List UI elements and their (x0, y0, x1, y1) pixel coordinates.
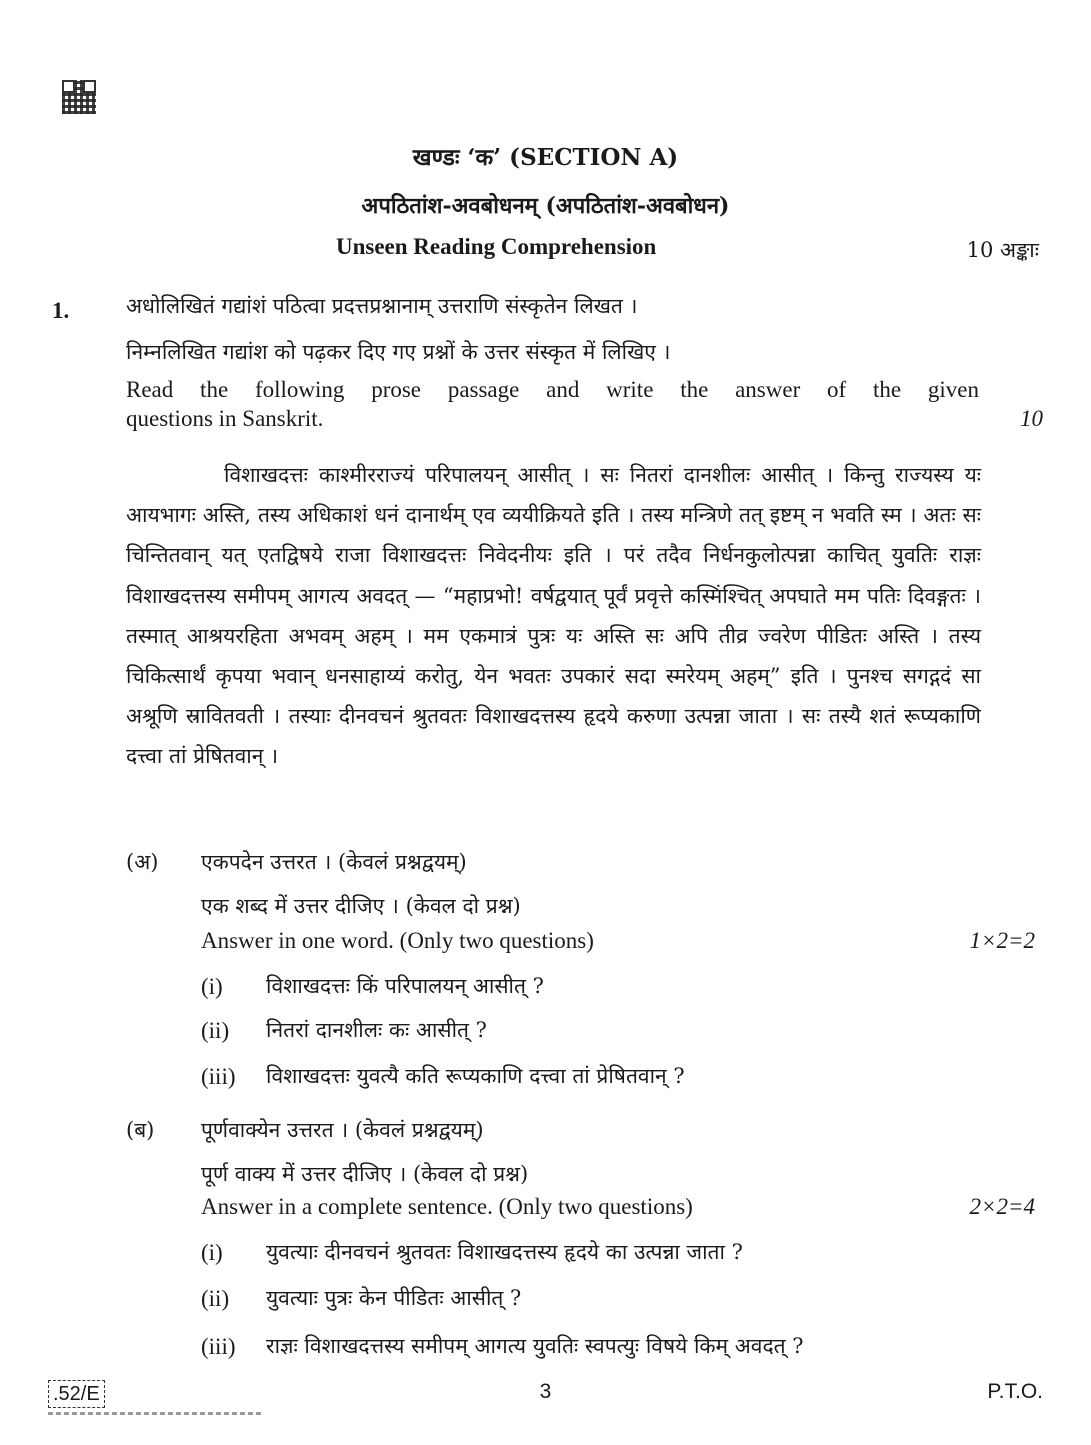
instruction-sanskrit: अधोलिखितं गद्यांशं पठित्वा प्रदत्तप्रश्नानाम् उत्तराणि संस्कृतेन लिखत । (126, 294, 638, 318)
instruction-english-2: questions in Sanskrit. (126, 406, 324, 431)
part-a-marks: 1×2=2 (969, 928, 1035, 953)
part-b-item-num: (iii) (201, 1334, 236, 1359)
part-a-instruction-sanskrit: एकपदेन उत्तरत । (केवलं प्रश्नद्वयम्) (201, 850, 467, 874)
section-subtitle: अपठितांश-अवबोधनम् (अपठितांश-अवबोधन) (361, 193, 730, 219)
section-marks: 10 अङ्काः (966, 238, 1039, 262)
passage: विशाखदत्तः काश्मीरराज्यं परिपालयन् आसीत् । सः नितरां दानशीलः आसीत् । किन्तु राज्यस्य यः आयभागः अस्ति, तस्य अधिकाशं धनं दानार्थम् एव व्ययीक्रियते इति । तस्य मन्त्रिणे तत् इष्टम् न भवति स्म । अतः सः चिन्तितवान् यत् एतद्विषये राजा विशाखदत्तः निवेदनीयः इति । परं तदैव निर्धनकुलोत्पन्ना काचित् युवतिः राज्ञः विशाखदत्तस्य समीपम् आगत्य अवदत् — “महाप्रभो! वर्षद्वयात् पूर्वं प्रवृत्ते कस्मिंश्चित् अपघाते मम पतिः दिवङ्गतः । तस्मात् आश्रयरहिता अभवम् अहम् । मम एकमात्रं पुत्रः यः अस्ति सः अपि तीव्र ज्वरेण पीडितः अस्ति । तस्य चिकित्सार्थं कृपया भवान् धनसाहाय्यं करोतु, येन भवतः उपकारं सदा स्मरेयम् अहम्” इति । पुनश्च सगद्गदं सा अश्रूणि स्रावितवती । तस्याः दीनवचनं श्रुतवतः विशाखदत्तस्य हृदये करुणा उत्पन्ना जाता । सः तस्यै शतं रूप्यकाणि दत्त्वा तां प्रेषितवान् । (126, 463, 981, 769)
question-number: 1. (52, 298, 70, 323)
part-b-item-num: (i) (201, 1240, 223, 1265)
microtext-line (48, 1412, 263, 1415)
part-b-item-text: राज्ञः विशाखदत्तस्य समीपम् आगत्य युवतिः स्वपत्युः विषये किम् अवदत् ? (266, 1334, 804, 1358)
section-english-title: Unseen Reading Comprehension (336, 234, 657, 259)
part-b-instruction-sanskrit: पूर्णवाक्येन उत्तरत । (केवलं प्रश्नद्वयम्) (201, 1118, 484, 1142)
part-a-item-text: विशाखदत्तः किं परिपालयन् आसीत् ? (266, 974, 544, 998)
question-marks: 10 (1020, 406, 1043, 431)
part-b-item-text: युवत्याः दीनवचनं श्रुतवतः विशाखदत्तस्य हृदये का उत्पन्ना जाता ? (266, 1240, 743, 1264)
qr-code-icon (62, 80, 96, 114)
instruction-english-1: Read the following prose passage and write the answer of the given (126, 377, 979, 402)
section-title: खण्डः ‘क’ (SECTION A) (412, 144, 679, 171)
instruction-hindi: निम्नलिखित गद्यांश को पढ़कर दिए गए प्रश्नों के उत्तर संस्कृत में लिखिए । (126, 340, 671, 364)
part-a-item-num: (iii) (201, 1064, 236, 1089)
part-a-item-num: (i) (201, 974, 223, 999)
page-number: 3 (539, 1380, 552, 1403)
part-a-item-text: नितरां दानशीलः कः आसीत् ? (266, 1018, 487, 1042)
part-b-item-text: युवत्याः पुत्रः केन पीडितः आसीत् ? (266, 1286, 522, 1310)
part-b-instruction-hindi: पूर्ण वाक्य में उत्तर दीजिए । (केवल दो प्रश्न) (201, 1162, 529, 1186)
part-a-instruction-hindi: एक शब्द में उत्तर दीजिए । (केवल दो प्रश्न) (201, 894, 521, 918)
part-b-marks: 2×2=4 (969, 1194, 1035, 1219)
paper-code: .52/E (48, 1380, 105, 1408)
part-b-label: (ब) (126, 1118, 155, 1142)
pto-label: P.T.O. (987, 1380, 1043, 1403)
part-a-item-num: (ii) (201, 1018, 230, 1043)
part-b-item-num: (ii) (201, 1286, 230, 1311)
part-a-label: (अ) (126, 850, 159, 874)
part-b-instruction-english: Answer in a complete sentence. (Only two questions) (201, 1194, 693, 1219)
part-a-instruction-english: Answer in one word. (Only two questions) (201, 928, 594, 953)
part-a-item-text: विशाखदत्तः युवत्यै कति रूप्यकाणि दत्त्वा तां प्रेषितवान् ? (266, 1064, 685, 1088)
